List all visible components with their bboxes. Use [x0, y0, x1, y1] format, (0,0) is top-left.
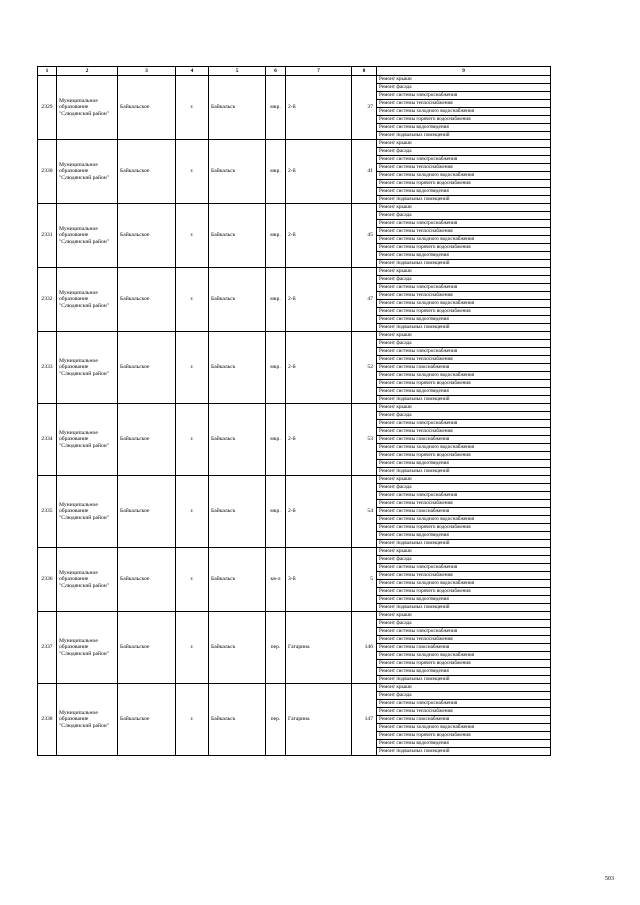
house-number-cell: 53	[352, 404, 377, 476]
repair-work-item: Ремонт крыши	[377, 76, 551, 84]
repair-work-item: Ремонт системы электроснабжения	[377, 284, 551, 292]
locality-cell: Байкальск	[209, 684, 266, 756]
settlement-cell: Байкальское	[118, 612, 176, 684]
repair-work-item: Ремонт системы водоотведения	[377, 388, 551, 396]
settlement-cell: Байкальское	[118, 684, 176, 756]
row-number: 2335	[38, 476, 57, 548]
repair-work-item: Ремонт системы горячего водоснабжения	[377, 660, 551, 668]
house-number-cell: 5	[352, 548, 377, 612]
street-type-cell: мкр.	[266, 404, 286, 476]
table-row	[38, 140, 551, 148]
repair-work-item: Ремонт системы холодного водоснабжения	[377, 580, 551, 588]
column-header: 2	[57, 67, 118, 76]
street-cell: 3-й	[286, 548, 352, 612]
street-type-cell: мкр.	[266, 332, 286, 404]
municipality-cell: Муниципальное образование "Слюдянский район"	[57, 76, 118, 140]
table-row	[38, 612, 551, 620]
repair-work-item: Ремонт фасада	[377, 556, 551, 564]
street-cell: 2-й	[286, 404, 352, 476]
municipality-cell: Муниципальное образование "Слюдянский район"	[57, 548, 118, 612]
repair-work-item: Ремонт системы холодного водоснабжения	[377, 108, 551, 116]
repair-work-item: Ремонт подвальных помещений	[377, 324, 551, 332]
repair-work-item: Ремонт системы горячего водоснабжения	[377, 732, 551, 740]
locality-type-cell: г.	[176, 332, 209, 404]
page-number: 503	[605, 876, 614, 882]
repair-work-item: Ремонт системы электроснабжения	[377, 92, 551, 100]
house-number-cell: 147	[352, 684, 377, 756]
table-row	[38, 404, 551, 412]
municipality-cell: Муниципальное образование "Слюдянский район"	[57, 332, 118, 404]
repair-work-item: Ремонт системы теплоснабжения	[377, 572, 551, 580]
repair-work-item: Ремонт крыши	[377, 268, 551, 276]
house-number-cell: 146	[352, 612, 377, 684]
repair-work-item: Ремонт системы водоотведения	[377, 316, 551, 324]
repair-work-item: Ремонт системы водоотведения	[377, 460, 551, 468]
locality-type-cell: г.	[176, 684, 209, 756]
table-body	[38, 76, 551, 756]
street-type-cell: пер.	[266, 684, 286, 756]
street-type-cell: кв-л	[266, 548, 286, 612]
housing-repair-table	[37, 66, 551, 756]
row-number: 2338	[38, 684, 57, 756]
repair-work-item: Ремонт фасада	[377, 340, 551, 348]
repair-work-item: Ремонт системы горячего водоснабжения	[377, 524, 551, 532]
municipality-cell: Муниципальное образование "Слюдянский район"	[57, 268, 118, 332]
repair-work-item: Ремонт крыши	[377, 140, 551, 148]
repair-work-item: Ремонт системы теплоснабжения	[377, 292, 551, 300]
street-cell: Гагарина	[286, 612, 352, 684]
municipality-cell: Муниципальное образование "Слюдянский район"	[57, 612, 118, 684]
repair-work-item: Ремонт системы холодного водоснабжения	[377, 516, 551, 524]
street-type-cell: мкр.	[266, 76, 286, 140]
repair-work-item: Ремонт системы водоотведения	[377, 124, 551, 132]
column-header: 8	[352, 67, 377, 76]
table-row	[38, 204, 551, 212]
row-number: 2336	[38, 548, 57, 612]
street-cell: 2-й	[286, 332, 352, 404]
repair-work-item: Ремонт системы электроснабжения	[377, 700, 551, 708]
repair-work-item: Ремонт системы горячего водоснабжения	[377, 380, 551, 388]
locality-cell: Байкальск	[209, 268, 266, 332]
settlement-cell: Байкальское	[118, 548, 176, 612]
repair-work-item: Ремонт системы горячего водоснабжения	[377, 452, 551, 460]
repair-work-item: Ремонт фасада	[377, 212, 551, 220]
repair-work-item: Ремонт системы водоотведения	[377, 532, 551, 540]
settlement-cell: Байкальское	[118, 140, 176, 204]
street-type-cell: мкр.	[266, 204, 286, 268]
repair-work-item: Ремонт системы теплоснабжения	[377, 100, 551, 108]
repair-work-item: Ремонт подвальных помещений	[377, 396, 551, 404]
column-header: 4	[176, 67, 209, 76]
repair-work-item: Ремонт подвальных помещений	[377, 676, 551, 684]
column-header: 3	[118, 67, 176, 76]
settlement-cell: Байкальское	[118, 268, 176, 332]
repair-work-item: Ремонт системы электроснабжения	[377, 564, 551, 572]
locality-cell: Байкальск	[209, 476, 266, 548]
repair-work-item: Ремонт фасада	[377, 692, 551, 700]
repair-work-item: Ремонт системы электроснабжения	[377, 492, 551, 500]
repair-work-item: Ремонт системы электроснабжения	[377, 628, 551, 636]
repair-work-item: Ремонт системы горячего водоснабжения	[377, 588, 551, 596]
locality-type-cell: г.	[176, 404, 209, 476]
house-number-cell: 45	[352, 204, 377, 268]
street-cell: 2-й	[286, 140, 352, 204]
repair-work-item: Ремонт подвальных помещений	[377, 132, 551, 140]
document-page	[37, 66, 550, 756]
locality-type-cell: г.	[176, 548, 209, 612]
repair-work-item: Ремонт системы теплоснабжения	[377, 428, 551, 436]
repair-work-item: Ремонт подвальных помещений	[377, 540, 551, 548]
street-type-cell: мкр.	[266, 140, 286, 204]
column-header: 5	[209, 67, 266, 76]
repair-work-item: Ремонт системы газоснабжения	[377, 436, 551, 444]
municipality-cell: Муниципальное образование "Слюдянский район"	[57, 204, 118, 268]
house-number-cell: 54	[352, 476, 377, 548]
repair-work-item: Ремонт системы электроснабжения	[377, 220, 551, 228]
repair-work-item: Ремонт подвальных помещений	[377, 604, 551, 612]
repair-work-item: Ремонт системы теплоснабжения	[377, 636, 551, 644]
table-row	[38, 268, 551, 276]
repair-work-item: Ремонт системы горячего водоснабжения	[377, 308, 551, 316]
repair-work-item: Ремонт системы теплоснабжения	[377, 228, 551, 236]
row-number: 2330	[38, 140, 57, 204]
repair-work-item: Ремонт системы водоотведения	[377, 668, 551, 676]
repair-work-item: Ремонт системы газоснабжения	[377, 644, 551, 652]
repair-work-item: Ремонт крыши	[377, 612, 551, 620]
repair-work-item: Ремонт системы водоотведения	[377, 252, 551, 260]
table-row	[38, 332, 551, 340]
municipality-cell: Муниципальное образование "Слюдянский район"	[57, 140, 118, 204]
repair-work-item: Ремонт подвальных помещений	[377, 748, 551, 756]
column-header: 6	[266, 67, 286, 76]
repair-work-item: Ремонт системы водоотведения	[377, 596, 551, 604]
repair-work-item: Ремонт системы электроснабжения	[377, 420, 551, 428]
repair-work-item: Ремонт системы теплоснабжения	[377, 708, 551, 716]
street-cell: 2-й	[286, 476, 352, 548]
table-row	[38, 76, 551, 84]
municipality-cell: Муниципальное образование "Слюдянский район"	[57, 476, 118, 548]
repair-work-item: Ремонт фасада	[377, 84, 551, 92]
row-number: 2337	[38, 612, 57, 684]
locality-cell: Байкальск	[209, 404, 266, 476]
repair-work-item: Ремонт системы холодного водоснабжения	[377, 300, 551, 308]
row-number: 2333	[38, 332, 57, 404]
locality-type-cell: г.	[176, 76, 209, 140]
house-number-cell: 47	[352, 268, 377, 332]
repair-work-item: Ремонт системы холодного водоснабжения	[377, 652, 551, 660]
column-header: 1	[38, 67, 57, 76]
house-number-cell: 41	[352, 140, 377, 204]
house-number-cell: 52	[352, 332, 377, 404]
municipality-cell: Муниципальное образование "Слюдянский район"	[57, 404, 118, 476]
table-header-row	[38, 67, 551, 76]
row-number: 2331	[38, 204, 57, 268]
street-cell: 2-й	[286, 204, 352, 268]
column-header: 7	[286, 67, 352, 76]
locality-type-cell: г.	[176, 140, 209, 204]
locality-type-cell: г.	[176, 476, 209, 548]
repair-work-item: Ремонт системы холодного водоснабжения	[377, 444, 551, 452]
repair-work-item: Ремонт крыши	[377, 332, 551, 340]
street-cell: Гагарина	[286, 684, 352, 756]
locality-cell: Байкальск	[209, 548, 266, 612]
street-type-cell: мкр.	[266, 476, 286, 548]
street-type-cell: пер.	[266, 612, 286, 684]
repair-work-item: Ремонт крыши	[377, 404, 551, 412]
repair-work-item: Ремонт системы водоотведения	[377, 188, 551, 196]
repair-work-item: Ремонт подвальных помещений	[377, 196, 551, 204]
table-row	[38, 548, 551, 556]
repair-work-item: Ремонт системы холодного водоснабжения	[377, 372, 551, 380]
repair-work-item: Ремонт крыши	[377, 548, 551, 556]
locality-type-cell: г.	[176, 268, 209, 332]
column-header: 9	[377, 67, 551, 76]
repair-work-item: Ремонт системы теплоснабжения	[377, 164, 551, 172]
repair-work-item: Ремонт фасада	[377, 276, 551, 284]
repair-work-item: Ремонт системы теплоснабжения	[377, 356, 551, 364]
repair-work-item: Ремонт фасада	[377, 412, 551, 420]
settlement-cell: Байкальское	[118, 76, 176, 140]
repair-work-item: Ремонт подвальных помещений	[377, 260, 551, 268]
house-number-cell: 37	[352, 76, 377, 140]
repair-work-item: Ремонт крыши	[377, 476, 551, 484]
locality-type-cell: г.	[176, 612, 209, 684]
row-number: 2329	[38, 76, 57, 140]
repair-work-item: Ремонт системы газоснабжения	[377, 508, 551, 516]
repair-work-item: Ремонт системы теплоснабжения	[377, 500, 551, 508]
repair-work-item: Ремонт системы горячего водоснабжения	[377, 116, 551, 124]
locality-cell: Байкальск	[209, 204, 266, 268]
repair-work-item: Ремонт системы горячего водоснабжения	[377, 244, 551, 252]
locality-cell: Байкальск	[209, 140, 266, 204]
settlement-cell: Байкальское	[118, 332, 176, 404]
locality-cell: Байкальск	[209, 332, 266, 404]
locality-cell: Байкальск	[209, 612, 266, 684]
street-type-cell: мкр.	[266, 268, 286, 332]
locality-type-cell: г.	[176, 204, 209, 268]
repair-work-item: Ремонт системы горячего водоснабжения	[377, 180, 551, 188]
settlement-cell: Байкальское	[118, 476, 176, 548]
locality-cell: Байкальск	[209, 76, 266, 140]
repair-work-item: Ремонт подвальных помещений	[377, 468, 551, 476]
settlement-cell: Байкальское	[118, 204, 176, 268]
row-number: 2332	[38, 268, 57, 332]
repair-work-item: Ремонт системы водоотведения	[377, 740, 551, 748]
repair-work-item: Ремонт системы электроснабжения	[377, 156, 551, 164]
row-number: 2334	[38, 404, 57, 476]
repair-work-item: Ремонт крыши	[377, 684, 551, 692]
repair-work-item: Ремонт фасада	[377, 620, 551, 628]
table-row	[38, 476, 551, 484]
table-row	[38, 684, 551, 692]
street-cell: 2-й	[286, 76, 352, 140]
repair-work-item: Ремонт системы электроснабжения	[377, 348, 551, 356]
municipality-cell: Муниципальное образование "Слюдянский район"	[57, 684, 118, 756]
street-cell: 2-й	[286, 268, 352, 332]
repair-work-item: Ремонт крыши	[377, 204, 551, 212]
repair-work-item: Ремонт системы холодного водоснабжения	[377, 172, 551, 180]
repair-work-item: Ремонт системы газоснабжения	[377, 364, 551, 372]
settlement-cell: Байкальское	[118, 404, 176, 476]
repair-work-item: Ремонт фасада	[377, 484, 551, 492]
repair-work-item: Ремонт системы холодного водоснабжения	[377, 724, 551, 732]
repair-work-item: Ремонт системы холодного водоснабжения	[377, 236, 551, 244]
repair-work-item: Ремонт фасада	[377, 148, 551, 156]
repair-work-item: Ремонт системы газоснабжения	[377, 716, 551, 724]
